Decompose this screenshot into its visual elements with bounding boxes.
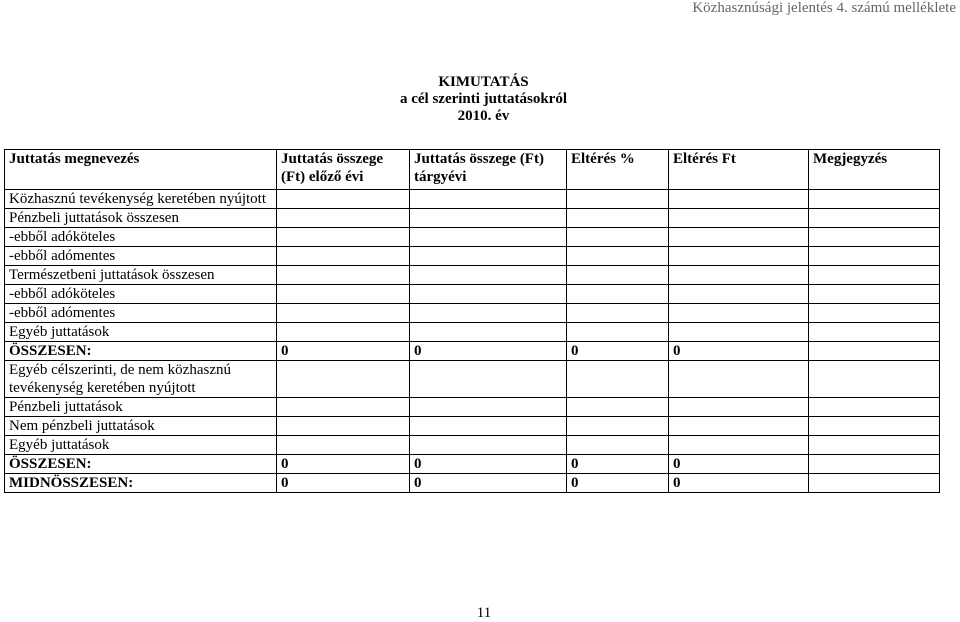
cell-current-year: [410, 436, 567, 455]
cell-name: Egyéb célszerinti, de nem közhasznú tevékenység keretében nyújtott: [5, 361, 277, 398]
cell-diff-ft: [669, 323, 809, 342]
cell-diff-percent: [567, 361, 669, 398]
cell-diff-ft: [669, 190, 809, 209]
header-prev-year: Juttatás összege (Ft) előző évi: [277, 150, 410, 190]
cell-diff-ft: [669, 266, 809, 285]
cell-name: Pénzbeli juttatások: [5, 398, 277, 417]
cell-prev-year: [277, 228, 410, 247]
cell-note: [809, 247, 940, 266]
cell-diff-percent: [567, 304, 669, 323]
cell-note: [809, 342, 940, 361]
table-row: [5, 436, 940, 455]
cell-note: [809, 361, 940, 398]
cell-diff-percent: [567, 190, 669, 209]
cell-diff-percent: [567, 247, 669, 266]
cell-prev-year: 0: [277, 474, 410, 493]
cell-diff-percent: 0: [567, 455, 669, 474]
cell-current-year: [410, 417, 567, 436]
header-note: Megjegyzés: [809, 150, 940, 190]
cell-prev-year: [277, 323, 410, 342]
cell-prev-year: [277, 361, 410, 398]
cell-name: -ebből adómentes: [5, 247, 277, 266]
cell-note: [809, 417, 940, 436]
table-row: [5, 398, 940, 417]
cell-diff-ft: [669, 398, 809, 417]
cell-note: [809, 474, 940, 493]
cell-diff-percent: [567, 228, 669, 247]
cell-prev-year: [277, 398, 410, 417]
cell-name: -ebből adómentes: [5, 304, 277, 323]
cell-name: Egyéb juttatások: [5, 436, 277, 455]
cell-diff-percent: 0: [567, 342, 669, 361]
cell-current-year: [410, 247, 567, 266]
header-note: Közhasznúsági jelentés 4. számú melléklete: [692, 0, 956, 16]
cell-diff-ft: [669, 304, 809, 323]
cell-diff-percent: [567, 266, 669, 285]
cell-note: [809, 190, 940, 209]
cell-prev-year: 0: [277, 455, 410, 474]
cell-prev-year: [277, 247, 410, 266]
cell-diff-percent: [567, 285, 669, 304]
cell-current-year: [410, 228, 567, 247]
table-body: [5, 190, 940, 493]
cell-name: Közhasznú tevékenység keretében nyújtott: [5, 190, 277, 209]
cell-diff-ft: [669, 436, 809, 455]
table-row: [5, 266, 940, 285]
cell-name: ÖSSZESEN:: [5, 455, 277, 474]
cell-note: [809, 266, 940, 285]
cell-diff-percent: [567, 436, 669, 455]
cell-current-year: 0: [410, 455, 567, 474]
cell-note: [809, 455, 940, 474]
cell-diff-ft: [669, 417, 809, 436]
cell-note: [809, 323, 940, 342]
cell-name: Egyéb juttatások: [5, 323, 277, 342]
table-row: [5, 228, 940, 247]
cell-prev-year: [277, 285, 410, 304]
cell-name: MIDNÖSSZESEN:: [5, 474, 277, 493]
cell-diff-ft: 0: [669, 455, 809, 474]
cell-diff-percent: 0: [567, 474, 669, 493]
cell-diff-ft: [669, 247, 809, 266]
cell-name: ÖSSZESEN:: [5, 342, 277, 361]
title-line-1: KIMUTATÁS: [438, 74, 529, 90]
cell-prev-year: [277, 304, 410, 323]
cell-prev-year: [277, 209, 410, 228]
cell-current-year: [410, 285, 567, 304]
table-row: [5, 247, 940, 266]
header-diff-ft: Eltérés Ft: [669, 150, 809, 190]
cell-diff-ft: [669, 285, 809, 304]
cell-note: [809, 228, 940, 247]
table-row: [5, 361, 940, 398]
cell-prev-year: 0: [277, 342, 410, 361]
cell-note: [809, 209, 940, 228]
cell-current-year: [410, 209, 567, 228]
cell-note: [809, 398, 940, 417]
cell-name: Természetbeni juttatások összesen: [5, 266, 277, 285]
cell-current-year: [410, 266, 567, 285]
cell-diff-percent: [567, 417, 669, 436]
cell-name: Nem pénzbeli juttatások: [5, 417, 277, 436]
table-row: [5, 474, 940, 493]
table-row: [5, 455, 940, 474]
cell-name: -ebből adóköteles: [5, 285, 277, 304]
cell-diff-ft: 0: [669, 474, 809, 493]
cell-current-year: [410, 323, 567, 342]
title-line-2: a cél szerinti juttatásokról: [399, 91, 568, 107]
page-number-text: 11: [476, 605, 492, 621]
title-line-3: 2010. év: [457, 108, 510, 124]
cell-diff-percent: [567, 398, 669, 417]
cell-diff-percent: [567, 323, 669, 342]
allowances-table: [4, 149, 940, 493]
page-number: [0, 605, 960, 622]
document-title: [0, 74, 960, 125]
cell-note: [809, 304, 940, 323]
cell-prev-year: [277, 417, 410, 436]
cell-current-year: 0: [410, 474, 567, 493]
header-current-year: Juttatás összege (Ft) tárgyévi: [410, 150, 567, 190]
table-row: [5, 209, 940, 228]
table-row: [5, 190, 940, 209]
header-name: Juttatás megnevezés: [5, 150, 277, 190]
cell-prev-year: [277, 436, 410, 455]
cell-prev-year: [277, 190, 410, 209]
table-row: [5, 304, 940, 323]
cell-current-year: 0: [410, 342, 567, 361]
table-row: [5, 342, 940, 361]
cell-name: -ebből adóköteles: [5, 228, 277, 247]
table-header-row: [5, 150, 940, 190]
table-row: [5, 323, 940, 342]
cell-diff-ft: [669, 209, 809, 228]
cell-diff-ft: [669, 228, 809, 247]
cell-current-year: [410, 361, 567, 398]
cell-diff-percent: [567, 209, 669, 228]
cell-current-year: [410, 398, 567, 417]
header-diff-percent: Eltérés %: [567, 150, 669, 190]
cell-diff-ft: 0: [669, 342, 809, 361]
table-row: [5, 285, 940, 304]
cell-diff-ft: [669, 361, 809, 398]
cell-note: [809, 285, 940, 304]
cell-prev-year: [277, 266, 410, 285]
cell-note: [809, 436, 940, 455]
cell-current-year: [410, 304, 567, 323]
table-row: [5, 417, 940, 436]
cell-current-year: [410, 190, 567, 209]
cell-name: Pénzbeli juttatások összesen: [5, 209, 277, 228]
